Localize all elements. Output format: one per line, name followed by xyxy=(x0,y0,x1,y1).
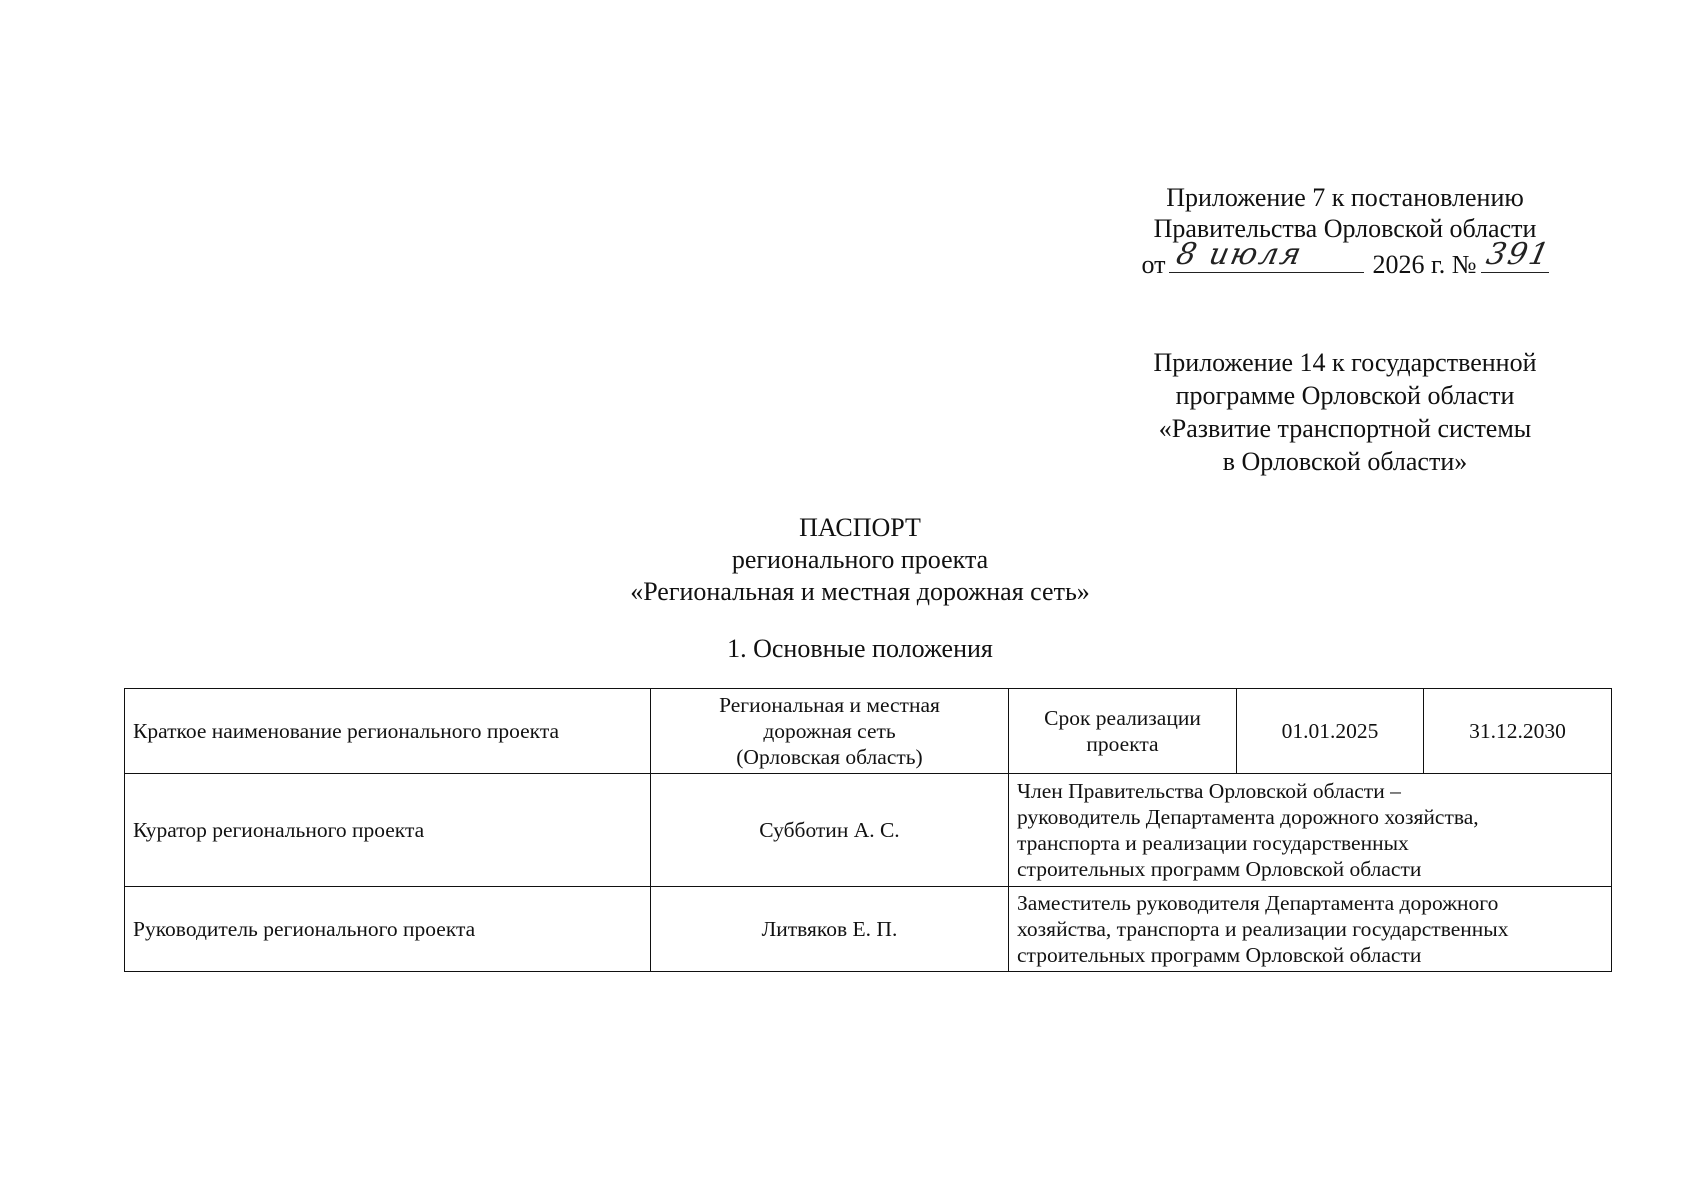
manager-position-line-1: Заместитель руководителя Департамента дорожного xyxy=(1017,891,1499,915)
appendix-14-line-4: в Орловской области» xyxy=(1222,447,1468,476)
project-name-line-2: дорожная сеть xyxy=(763,719,896,743)
project-name-line-3: (Орловская область) xyxy=(736,745,923,769)
title-line-3: «Региональная и местная дорожная сеть» xyxy=(630,577,1090,606)
handwritten-number: 391 xyxy=(1482,237,1554,272)
appendix-7-line-1: Приложение 7 к постановлению xyxy=(1166,183,1524,212)
row-label: Руководитель регионального проекта xyxy=(125,887,651,972)
year-number-label: 2026 г. № xyxy=(1372,250,1477,279)
curator-position-line-4: строительных программ Орловской области xyxy=(1017,857,1422,881)
appendix-7-header xyxy=(1120,182,1570,280)
table-row xyxy=(125,689,1612,774)
appendix-14-line-3: «Развитие транспортной системы xyxy=(1158,414,1532,443)
title-line-1: ПАСПОРТ xyxy=(799,513,921,542)
appendix-14-header xyxy=(1120,346,1570,478)
row-label: Куратор регионального проекта xyxy=(125,774,651,887)
manager-name: Литвяков Е. П. xyxy=(651,887,1009,972)
manager-position xyxy=(1009,887,1612,972)
term-label-line-1: Срок реализации xyxy=(1044,706,1201,730)
table-row xyxy=(125,774,1612,887)
manager-position-line-3: строительных программ Орловской области xyxy=(1017,943,1422,967)
appendix-7-line-2: Правительства Орловской области xyxy=(1153,214,1537,243)
manager-position-line-2: хозяйства, транспорта и реализации государственных xyxy=(1017,917,1509,941)
project-name-line-1: Региональная и местная xyxy=(719,693,940,717)
table-row xyxy=(125,887,1612,972)
curator-position-line-3: транспорта и реализации государственных xyxy=(1017,831,1409,855)
curator-position-line-2: руководитель Департамента дорожного хозяйства, xyxy=(1017,805,1479,829)
passport-title xyxy=(500,512,1220,608)
curator-position xyxy=(1009,774,1612,887)
curator-name: Субботин А. С. xyxy=(651,774,1009,887)
section-heading: 1. Основные положения xyxy=(727,634,993,663)
date-prefix: от xyxy=(1141,250,1166,279)
project-short-name xyxy=(651,689,1009,774)
term-label-line-2: проекта xyxy=(1086,732,1159,756)
date-blank xyxy=(1169,237,1364,273)
end-date: 31.12.2030 xyxy=(1424,689,1612,774)
number-blank xyxy=(1481,237,1554,273)
title-line-2: регионального проекта xyxy=(731,545,989,574)
appendix-14-line-1: Приложение 14 к государственной xyxy=(1153,348,1537,377)
handwritten-date: 8 июля xyxy=(1173,237,1307,272)
appendix-7-date-line xyxy=(1120,237,1570,280)
appendix-14-line-2: программе Орловской области xyxy=(1175,381,1515,410)
row-label: Краткое наименование регионального проекта xyxy=(125,689,651,774)
start-date: 01.01.2025 xyxy=(1237,689,1424,774)
term-label xyxy=(1009,689,1237,774)
curator-position-line-1: Член Правительства Орловской области – xyxy=(1017,779,1401,803)
passport-table xyxy=(124,688,1612,972)
